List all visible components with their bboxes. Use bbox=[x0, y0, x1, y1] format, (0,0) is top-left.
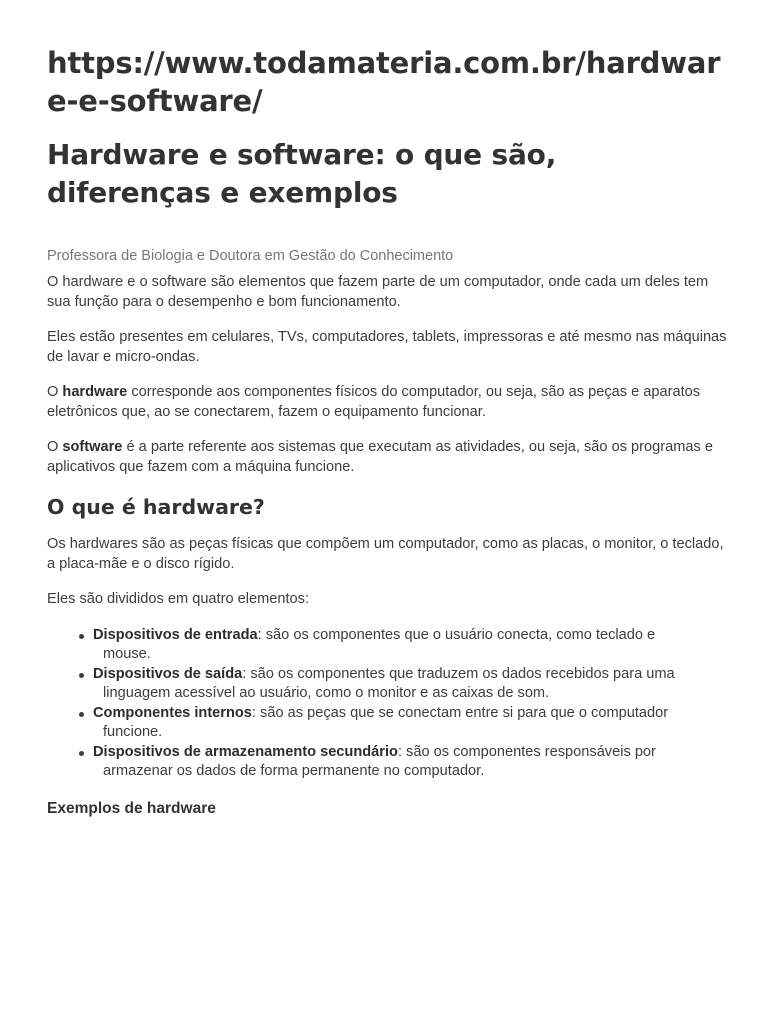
intro-paragraph-3-pre: O bbox=[47, 384, 63, 400]
list-item-continuation: armazenar os dados de forma permanente no computador. bbox=[103, 763, 485, 779]
bullet-icon bbox=[79, 673, 84, 678]
list-item-text: : são os componentes que o usuário conecta, como teclado e bbox=[257, 626, 656, 643]
intro-paragraph-2: Eles estão presentes em celulares, TVs, computadores, tablets, impressoras e até mesmo nas máquinas de lavar e micro-ondas. bbox=[47, 329, 727, 365]
intro-paragraph-4-pre: O bbox=[47, 439, 63, 455]
bullet-icon bbox=[79, 751, 84, 756]
hardware-elements-list bbox=[47, 626, 727, 782]
hardware-paragraph-2: Eles são divididos em quatro elementos: bbox=[47, 591, 310, 607]
intro-paragraph-4 bbox=[47, 438, 727, 477]
intro-paragraph-4-post: é a parte referente aos sistemas que executam as atividades, ou seja, são os programas e aplicativos que fazem com a máquina funcione. bbox=[47, 439, 713, 475]
bullet-icon bbox=[79, 634, 84, 639]
list-item-continuation: mouse. bbox=[103, 646, 151, 662]
intro-paragraph-1: O hardware e o software são elementos que fazem parte de um computador, onde cada um deles tem sua função para o desempenho e bom funcionamento. bbox=[47, 274, 709, 310]
article bbox=[47, 44, 727, 820]
intro-paragraph-3 bbox=[47, 383, 727, 422]
list-item-text: : são os componentes responsáveis por bbox=[397, 743, 656, 760]
bullet-icon bbox=[79, 712, 84, 717]
list-item-continuation: funcione. bbox=[103, 724, 163, 740]
author-credentials: Professora de Biologia e Doutora em Gestão do Conhecimento bbox=[47, 248, 454, 264]
hardware-term: hardware bbox=[62, 384, 128, 400]
page-title: Hardware e software: o que são, diferenças e exemplos bbox=[47, 138, 557, 209]
software-term: software bbox=[62, 439, 123, 455]
subheading-hardware-examples: Exemplos de hardware bbox=[47, 799, 216, 817]
intro-paragraph-3-post: corresponde aos componentes físicos do computador, ou seja, são as peças e aparatos eletrônicos que, ao se conectarem, fazem o equipamento funcionar. bbox=[47, 384, 701, 420]
list-item bbox=[93, 704, 727, 743]
list-item-term: Componentes internos bbox=[93, 704, 252, 721]
list-item-term: Dispositivos de entrada bbox=[93, 626, 258, 643]
list-item-continuation: linguagem acessível ao usuário, como o monitor e as caixas de som. bbox=[103, 685, 550, 701]
list-item bbox=[93, 626, 727, 665]
list-item bbox=[93, 665, 727, 704]
list-item bbox=[93, 743, 727, 782]
section-heading-hardware: O que é hardware? bbox=[47, 495, 265, 519]
list-item-text: : são as peças que se conectam entre si para que o computador bbox=[251, 704, 669, 721]
hardware-paragraph-1: Os hardwares são as peças físicas que compõem um computador, como as placas, o monitor, o teclado, a placa-mãe e o disco rígido. bbox=[47, 536, 724, 572]
list-item-text: : são os componentes que traduzem os dados recebidos para uma bbox=[242, 665, 675, 682]
page-url[interactable]: https://www.todamateria.com.br/hardware-e-software/ bbox=[47, 46, 721, 118]
list-item-term: Dispositivos de saída bbox=[93, 665, 243, 682]
list-item-term: Dispositivos de armazenamento secundário bbox=[93, 743, 398, 760]
